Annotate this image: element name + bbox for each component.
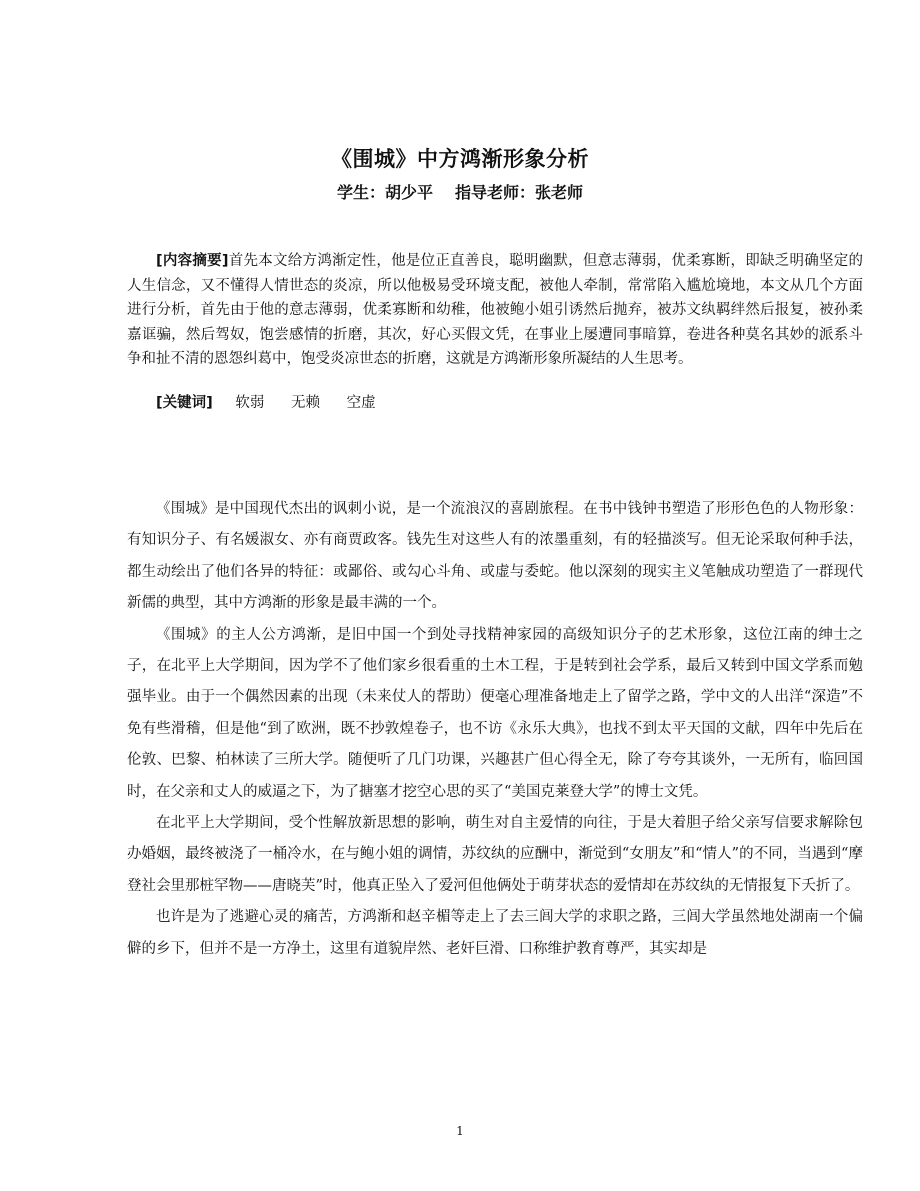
page-number: 1	[456, 1124, 464, 1138]
body-text	[127, 494, 863, 965]
keywords-label: [关键词]	[156, 395, 213, 411]
document-title: 《围城》中方鸿渐形象分析	[331, 147, 589, 171]
byline	[0, 180, 920, 203]
body-paragraph: 《围城》的主人公方鸿渐，是旧中国一个到处寻找精神家园的高级知识分子的艺术形象，这位江南的绅士之子，在北平上大学期间，因为学不了他们家乡很看重的土木工程，于是转到社会学系，最后又转到中国文学系而勉强毕业。由于一个偶然因素的出现（未来仗人的帮助）便毫心理准备地走上了留学之路，学中文的人出洋“深造”不免有些滑稽，但是他“到了欧洲，既不抄敦煌卷子，也不访《永乐大典》，也找不到太平天国的文献，四年中先后在伦敦、巴黎、柏林读了三所大学。随便听了几门功课，兴趣甚广但心得全无，除了夸夸其谈外，一无所有，临回国时，在父亲和丈人的威逼之下，为了搪塞才挖空心思的买了“美国克莱登大学”的博士文凭。	[127, 626, 863, 800]
abstract-label: [内容摘要]	[156, 253, 229, 269]
keywords	[156, 392, 398, 414]
body-paragraph: 在北平上大学期间，受个性解放新思想的影响，萌生对自主爱情的向往，于是大着胆子给父亲写信要求解除包办婚姻，最终被浇了一桶冷水，在与鲍小姐的调情，苏纹纨的应酬中，渐觉到“女朋友”和“情人”的不同，当遇到“摩登社会里那桩罕物——唐晓芙”时，他真正坠入了爱河但他俩处于萌芽状态的爱情却在苏纹纨的无情报复下夭折了。	[127, 815, 863, 894]
body-paragraph: 《围城》是中国现代杰出的讽刺小说，是一个流浪汉的喜剧旅程。在书中钱钟书塑造了形形色色的人物形象：有知识分子、有名媛淑女、亦有商贾政客。钱先生对这些人有的浓墨重刻，有的轻描淡写。但无论采取何种手法，都生动绘出了他们各异的特征：或鄙俗、或勾心斗角、或虚与委蛇。他以深刻的现实主义笔触成功塑造了一群现代新儒的典型，其中方鸿渐的形象是最丰满的一个。	[127, 501, 863, 612]
advisor-name: 指导老师：张老师	[455, 183, 584, 202]
keyword-item: 无赖	[290, 395, 320, 411]
body-paragraph: 也许是为了逃避心灵的痛苦，方鸿渐和赵辛楣等走上了去三闾大学的求职之路，三闾大学虽然地处湖南一个偏僻的乡下，但并不是一方净土，这里有道貌岸然、老奸巨滑、口称维护教育尊严，其实却是	[127, 909, 863, 957]
student-name: 学生：胡少平	[336, 183, 433, 202]
abstract	[127, 249, 863, 372]
abstract-text: 首先本文给方鸿渐定性，他是位正直善良，聪明幽默，但意志薄弱，优柔寡断，即缺乏明确坚定的人生信念，又不懂得人情世态的炎凉，所以他极易受环境支配，被他人牵制，常常陷入尴尬境地，本文从几个方面进行分析，首先由于他的意志薄弱，优柔寡断和幼稚，他被鲍小姐引诱然后抛弃，被苏文纨羁绊然后报复，被孙柔嘉诓骗，然后驾奴，饱尝感情的折磨，其次，好心买假文凭，在事业上屡遭同事暗算，卷进各种莫名其妙的派系斗争和扯不清的恩怨纠葛中，饱受炎凉世态的折磨，这就是方鸿渐形象所凝结的人生思考。	[127, 253, 863, 368]
keyword-item: 软弱	[235, 395, 265, 411]
keyword-item: 空虚	[346, 395, 376, 411]
